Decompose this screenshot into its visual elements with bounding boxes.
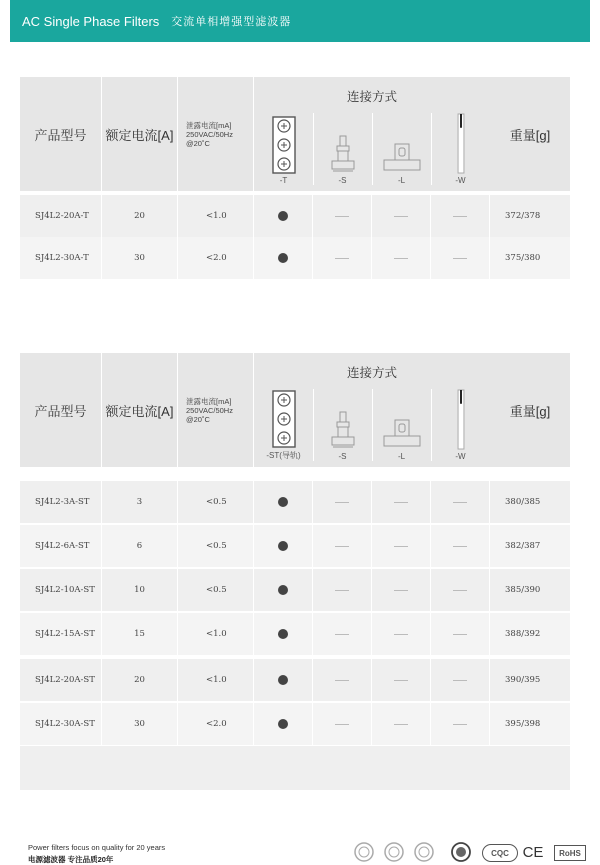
table-row bbox=[20, 659, 570, 701]
cell-conn-w bbox=[431, 569, 490, 611]
lug-terminal-icon bbox=[382, 416, 422, 450]
col-connection: 连接方式 bbox=[346, 366, 397, 380]
iso-seal-icon bbox=[352, 842, 376, 862]
spec-table-2 bbox=[20, 353, 570, 729]
table-header bbox=[20, 353, 570, 467]
spec-table-1 bbox=[20, 77, 570, 263]
cell-conn-w bbox=[431, 703, 490, 745]
slogan-en: Power filters focus on quality for 20 years bbox=[28, 843, 166, 852]
conn-label-w: -W bbox=[455, 452, 466, 461]
available-dot bbox=[278, 719, 288, 729]
table-row bbox=[20, 703, 570, 745]
cell-conn-t bbox=[254, 195, 313, 237]
cell-conn-s bbox=[313, 659, 372, 701]
cell-conn-s bbox=[313, 613, 372, 655]
cell-conn-l bbox=[372, 525, 431, 567]
cell-leak: <2.0 bbox=[178, 237, 254, 279]
leak-label-1: 泄露电流[mA] bbox=[186, 396, 232, 406]
table-row bbox=[20, 613, 570, 655]
leak-label-3: @20˚C bbox=[186, 138, 210, 148]
conn-label-s: -S bbox=[338, 176, 347, 185]
cell-weight: 375/380 bbox=[505, 253, 541, 263]
cell-weight: 385/390 bbox=[505, 585, 541, 595]
available-dot bbox=[278, 585, 288, 595]
cell-conn-s bbox=[313, 237, 372, 279]
certification-logos bbox=[350, 842, 600, 864]
stud-terminal-icon bbox=[330, 410, 356, 450]
cell-conn-l bbox=[372, 237, 431, 279]
rohs-mark: RoHS bbox=[554, 845, 586, 861]
cell-conn-l bbox=[372, 569, 431, 611]
col-connection: 连接方式 bbox=[346, 90, 397, 104]
cell-weight: 395/398 bbox=[505, 719, 541, 729]
conn-wire bbox=[431, 113, 490, 185]
cell-model: SJ4L2-6A-ST bbox=[20, 525, 102, 567]
available-dot bbox=[278, 675, 288, 685]
table-row bbox=[20, 569, 570, 611]
col-model: 产品型号 bbox=[20, 77, 102, 191]
cell-leak: <0.5 bbox=[178, 569, 254, 611]
cell-weight: 372/378 bbox=[505, 211, 541, 221]
terminal-block-icon bbox=[272, 116, 296, 174]
available-dot bbox=[278, 253, 288, 263]
col-current: 额定电流[A] bbox=[102, 77, 178, 191]
leak-label-2: 250VAC/50Hz bbox=[186, 129, 233, 139]
cell-conn-s bbox=[313, 703, 372, 745]
conn-label-l: -L bbox=[397, 452, 406, 461]
cell-current: 3 bbox=[102, 481, 178, 523]
cell-leak: <1.0 bbox=[178, 195, 254, 237]
col-weight: 重量[g] bbox=[509, 127, 551, 143]
cell-weight: 388/392 bbox=[505, 629, 541, 639]
conn-label-st: -ST(导轨) bbox=[266, 451, 301, 460]
cell-leak: <0.5 bbox=[178, 525, 254, 567]
cell-model: SJ4L2-3A-ST bbox=[20, 481, 102, 523]
leak-label-3: @20˚C bbox=[186, 414, 210, 424]
conn-wire bbox=[431, 389, 490, 461]
footer-slogan bbox=[28, 843, 165, 865]
cell-leak: <2.0 bbox=[178, 703, 254, 745]
terminal-block-icon bbox=[272, 390, 296, 448]
cell-current: 30 bbox=[102, 703, 178, 745]
cell-current: 20 bbox=[102, 659, 178, 701]
cell-conn-st bbox=[254, 659, 313, 701]
col-current: 额定电流[A] bbox=[102, 353, 178, 467]
conn-label-l: -L bbox=[397, 176, 406, 185]
conn-label-t: -T bbox=[279, 176, 288, 185]
header-title-cn: 交流单相增强型滤波器 bbox=[171, 16, 292, 28]
cell-conn-l bbox=[372, 481, 431, 523]
cell-conn-st bbox=[254, 703, 313, 745]
table-row bbox=[20, 195, 570, 237]
cell-weight: 382/387 bbox=[505, 541, 541, 551]
table-row bbox=[20, 525, 570, 567]
conn-stud bbox=[313, 113, 372, 185]
cell-conn-st bbox=[254, 481, 313, 523]
cell-model: SJ4L2-10A-ST bbox=[20, 569, 102, 611]
cqc-mark: CQC bbox=[482, 844, 518, 862]
available-dot bbox=[278, 629, 288, 639]
conn-terminal bbox=[254, 113, 313, 185]
cell-conn-s bbox=[313, 195, 372, 237]
cell-current: 20 bbox=[102, 195, 178, 237]
cell-leak: <1.0 bbox=[178, 613, 254, 655]
cell-conn-w bbox=[431, 613, 490, 655]
cell-conn-st bbox=[254, 613, 313, 655]
col-model: 产品型号 bbox=[20, 353, 102, 467]
page-header bbox=[10, 0, 590, 42]
cell-conn-l bbox=[372, 613, 431, 655]
cell-conn-st bbox=[254, 525, 313, 567]
cell-conn-w bbox=[431, 659, 490, 701]
cell-leak: <0.5 bbox=[178, 481, 254, 523]
stud-terminal-icon bbox=[330, 134, 356, 174]
cell-current: 10 bbox=[102, 569, 178, 611]
conn-terminal-rail bbox=[254, 389, 313, 461]
cell-conn-w bbox=[431, 237, 490, 279]
conn-label-s: -S bbox=[338, 452, 347, 461]
cell-conn-st bbox=[254, 569, 313, 611]
cell-conn-w bbox=[431, 195, 490, 237]
cell-current: 15 bbox=[102, 613, 178, 655]
cell-conn-s bbox=[313, 569, 372, 611]
cell-current: 6 bbox=[102, 525, 178, 567]
conn-lug bbox=[372, 389, 431, 461]
cell-model: SJ4L2-30A-T bbox=[20, 237, 102, 279]
cell-weight: 390/395 bbox=[505, 675, 541, 685]
available-dot bbox=[278, 541, 288, 551]
leak-label-2: 250VAC/50Hz bbox=[186, 405, 233, 415]
wire-lead-icon bbox=[455, 113, 467, 174]
cell-conn-s bbox=[313, 481, 372, 523]
cell-current: 30 bbox=[102, 237, 178, 279]
cell-conn-l bbox=[372, 659, 431, 701]
lug-terminal-icon bbox=[382, 140, 422, 174]
quality-seal-icon bbox=[382, 842, 406, 862]
conn-label-w: -W bbox=[455, 176, 466, 185]
ce-mark: CE bbox=[522, 843, 544, 861]
slogan-cn: 电源滤波器 专注品质20年 bbox=[28, 855, 114, 864]
cell-model: SJ4L2-20A-ST bbox=[20, 659, 102, 701]
table-header bbox=[20, 77, 570, 191]
table-empty-band bbox=[20, 746, 570, 790]
cell-conn-l bbox=[372, 703, 431, 745]
conn-lug bbox=[372, 113, 431, 185]
col-weight: 重量[g] bbox=[509, 403, 551, 419]
col-leak bbox=[178, 353, 254, 467]
cell-conn-w bbox=[431, 481, 490, 523]
tuv-seal-icon bbox=[450, 842, 472, 862]
available-dot bbox=[278, 497, 288, 507]
available-dot bbox=[278, 211, 288, 221]
leak-label-1: 泄露电流[mA] bbox=[186, 120, 232, 130]
col-leak bbox=[178, 77, 254, 191]
conn-stud bbox=[313, 389, 372, 461]
cell-weight: 380/385 bbox=[505, 497, 541, 507]
environment-seal-icon bbox=[412, 842, 436, 862]
cell-model: SJ4L2-20A-T bbox=[20, 195, 102, 237]
cell-leak: <1.0 bbox=[178, 659, 254, 701]
cell-conn-s bbox=[313, 525, 372, 567]
header-title-en: AC Single Phase Filters bbox=[22, 13, 160, 29]
table-row bbox=[20, 237, 570, 279]
cell-model: SJ4L2-15A-ST bbox=[20, 613, 102, 655]
wire-lead-icon bbox=[455, 389, 467, 450]
table-row bbox=[20, 481, 570, 523]
cell-model: SJ4L2-30A-ST bbox=[20, 703, 102, 745]
cell-conn-t bbox=[254, 237, 313, 279]
cell-conn-l bbox=[372, 195, 431, 237]
cell-conn-w bbox=[431, 525, 490, 567]
